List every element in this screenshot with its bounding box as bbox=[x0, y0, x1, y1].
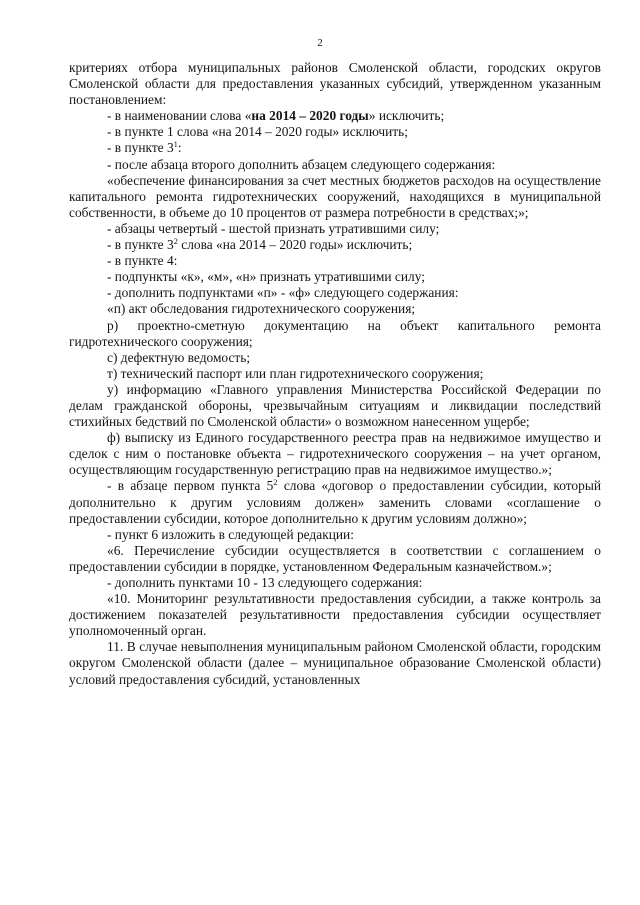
text-run: - в пункте 3 bbox=[107, 140, 174, 156]
paragraph bbox=[69, 124, 601, 140]
text-run: «обеспечение финансирования за счет местных бюджетов расходов на осуществление капитального ремонта гидротехнических сооружений, находящихся в муниципальной собственности, в объеме до 10 процентов от размера потребности в средствах;»; bbox=[69, 172, 601, 220]
text-run: у) информацию «Главного управления Министерства Российской Федерации по делам гражданской обороны, чрезвычайным ситуациям и ликвидации последствий стихийных бедствий по Смоленской области» о возможном нанесенном ущербе; bbox=[69, 381, 601, 430]
text-run: слова «на 2014 – 2020 годы» исключить; bbox=[177, 237, 413, 253]
text-run: 11. В случае невыполнения муниципальным районом Смоленской области, городским округом Смоленской области (далее – муниципальное образование Смоленской области) условий предоставления субсидий, установленных bbox=[69, 639, 601, 687]
paragraph bbox=[69, 591, 601, 639]
text-run: - дополнить подпунктами «п» - «ф» следующего содержания: bbox=[107, 285, 459, 301]
text-run: - в пункте 1 слова «на 2014 – 2020 годы» исключить; bbox=[107, 124, 408, 140]
text-run: «10. Мониторинг результативности предоставления субсидии, а также контроль за достижением показателей результативности предоставления субсидии осуществляет уполномоченный орган. bbox=[69, 591, 601, 639]
paragraph bbox=[69, 60, 601, 108]
text-run: р) проектно-сметную документацию на объект капитального ремонта гидротехнического сооружения; bbox=[69, 317, 601, 349]
paragraph bbox=[69, 221, 601, 237]
paragraph bbox=[69, 366, 601, 382]
paragraph bbox=[69, 350, 601, 366]
superscript: 1 bbox=[173, 139, 178, 150]
paragraph bbox=[69, 318, 601, 350]
superscript: 2 bbox=[273, 477, 278, 488]
page-number: 2 bbox=[317, 37, 323, 49]
text-run: » исключить; bbox=[368, 108, 445, 124]
text-run: - подпункты «к», «м», «н» признать утратившими силу; bbox=[107, 269, 425, 285]
text-run: - в наименовании слова « bbox=[107, 108, 252, 124]
text-run: - пункт 6 изложить в следующей редакции: bbox=[107, 526, 354, 542]
text-run: - дополнить пунктами 10 - 13 следующего содержания: bbox=[107, 575, 423, 590]
paragraph bbox=[69, 575, 601, 591]
text-run: - после абзаца второго дополнить абзацем следующего содержания: bbox=[107, 156, 496, 172]
text-run: «п) акт обследования гидротехнического сооружения; bbox=[107, 301, 416, 317]
paragraph bbox=[69, 253, 601, 269]
text-run: - в пункте 4: bbox=[107, 253, 178, 269]
text-run: : bbox=[177, 140, 182, 156]
paragraph bbox=[69, 140, 601, 156]
text-run: - в пункте 3 bbox=[107, 237, 174, 253]
text-run: ф) выписку из Единого государственного реестра прав на недвижимое имущество и сделок с ним о постановке объекта – гидротехнического сооружения – на учет органом, осуществляющим государственную регистрацию прав на недвижимое имущество.»; bbox=[69, 430, 601, 478]
text-run: слова «договор о предоставлении субсидии, который дополнительно к другим условиям должен» заменить словами «соглашение о предоставлении субсидии, которое дополнительно к другим условиям должно»; bbox=[69, 478, 601, 526]
paragraph bbox=[69, 237, 601, 253]
paragraph bbox=[69, 173, 601, 221]
text-run: критериях отбора муниципальных районов Смоленской области, городских округов Смоленской области для предоставления указанных субсидий, утвержденном указанным постановлением: bbox=[69, 60, 601, 108]
paragraph bbox=[69, 430, 601, 478]
bold-text: на 2014 – 2020 годы bbox=[251, 108, 369, 124]
superscript: 2 bbox=[173, 236, 178, 247]
paragraph bbox=[69, 301, 601, 317]
paragraph bbox=[69, 157, 601, 173]
paragraph bbox=[69, 269, 601, 285]
text-run: - в абзаце первом пункта 5 bbox=[107, 478, 274, 494]
paragraph bbox=[69, 543, 601, 575]
paragraph bbox=[69, 108, 601, 124]
text-run: с) дефектную ведомость; bbox=[107, 349, 251, 365]
paragraph bbox=[69, 478, 601, 526]
document-body bbox=[69, 60, 601, 688]
text-run: т) технический паспорт или план гидротехнического сооружения; bbox=[107, 365, 484, 381]
paragraph bbox=[69, 285, 601, 301]
paragraph bbox=[69, 527, 601, 543]
paragraph bbox=[69, 382, 601, 430]
text-run: - абзацы четвертый - шестой признать утратившими силу; bbox=[107, 220, 440, 236]
text-run: «6. Перечисление субсидии осуществляется в соответствии с соглашением о предоставлении субсидии в порядке, установленном Федеральным казначейством.»; bbox=[69, 542, 601, 574]
paragraph bbox=[69, 639, 601, 687]
